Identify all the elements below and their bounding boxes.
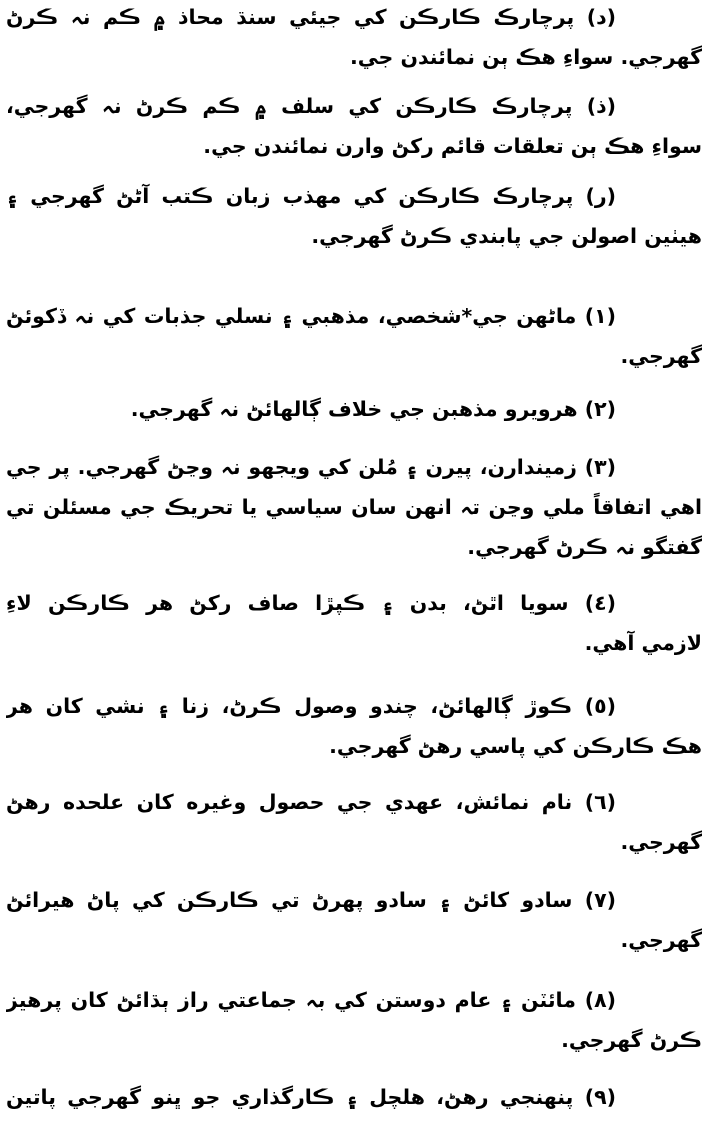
rule-6 <box>6 782 702 862</box>
rule-2 <box>6 389 702 429</box>
text-line: اهي اتفاقاً ملي وڃن تہ انهن سان سياسي يا تحريڪ جي مسئلن تي <box>6 495 702 519</box>
text-line: سواءِ هڪ ٻن تعلقات قائم رکڻ وارن نمائندن جي. <box>203 134 702 158</box>
text-line: (٢) هرويرو مذهبن جي خلاف ڳالهائڻ نہ گهرجي. <box>130 397 616 421</box>
paragraph-d <box>6 0 702 77</box>
text-line: لازمي آهي. <box>584 631 702 655</box>
text-line: (٥) ڪوڙ ڳالهائڻ، چندو وصول ڪرڻ، زنا ۽ نشي کان هر <box>6 694 616 718</box>
text-line: هڪ ڪارڪن کي پاسي رهڻ گهرجي. <box>329 734 702 758</box>
rule-7 <box>6 880 702 960</box>
text-line: (٨) مائٽن ۽ عام دوستن کي بہ جماعتي راز ٻڌائڻ کان پرهيز <box>6 988 616 1012</box>
text-line: (٧) سادو کائڻ ۽ سادو پهرڻ تي ڪارڪن کي پاڻ هيرائڻ <box>6 888 616 912</box>
rule-3 <box>6 447 702 567</box>
text-line: هيٺين اصولن جي پابندي ڪرڻ گهرجي. <box>311 224 702 248</box>
paragraph-r <box>6 176 702 256</box>
text-line: (٤) سويا اٿڻ، بدن ۽ ڪپڙا صاف رکڻ هر ڪارڪن لاءِ <box>6 591 616 615</box>
text-line: (د) پرچارڪ ڪارڪن کي جيئي سنڌ محاذ ۾ ڪم نہ ڪرڻ <box>6 5 616 29</box>
text-line: (٦) نام نمائش، عهدي جي حصول وغيره کان علحده رهڻ <box>6 790 616 814</box>
text-line: (ذ) پرچارڪ ڪارڪن کي سلف ۾ ڪم ڪرڻ نہ گهرجي، <box>6 94 616 118</box>
text-line: (٣) زميندارن، پيرن ۽ مُلن کي ويجهو نہ وڃڻ گهرجي. پر جي <box>6 455 616 479</box>
rule-5 <box>6 686 702 766</box>
paragraph-dhal <box>6 86 702 166</box>
text-line: گهرجي. <box>620 830 702 854</box>
rule-9 <box>6 1077 702 1117</box>
text-line: گهرجي. سواءِ هڪ ٻن نمائندن جي. <box>350 45 702 69</box>
rule-8 <box>6 980 702 1060</box>
rule-1 <box>6 296 702 376</box>
rule-4 <box>6 583 702 663</box>
text-line: (١) ماڻهن جي*شخصي، مذهبي ۽ نسلي جذبات کي نہ ڏکوئڻ <box>6 304 616 328</box>
text-line: گفتگو نہ ڪرڻ گهرجي. <box>467 535 702 559</box>
text-line: (ر) پرچارڪ ڪارڪن کي مهذب زبان ڪتب آڻڻ گهرجي ۽ <box>6 184 616 208</box>
text-line: گهرجي. <box>620 344 702 368</box>
text-line: ڪرڻ گهرجي. <box>561 1028 702 1052</box>
text-line: گهرجي. <box>620 928 702 952</box>
text-line: (٩) پنهنجي رهڻ، هلچل ۽ ڪارگذاري جو ڀنو گهرجي پاتين <box>6 1085 616 1109</box>
